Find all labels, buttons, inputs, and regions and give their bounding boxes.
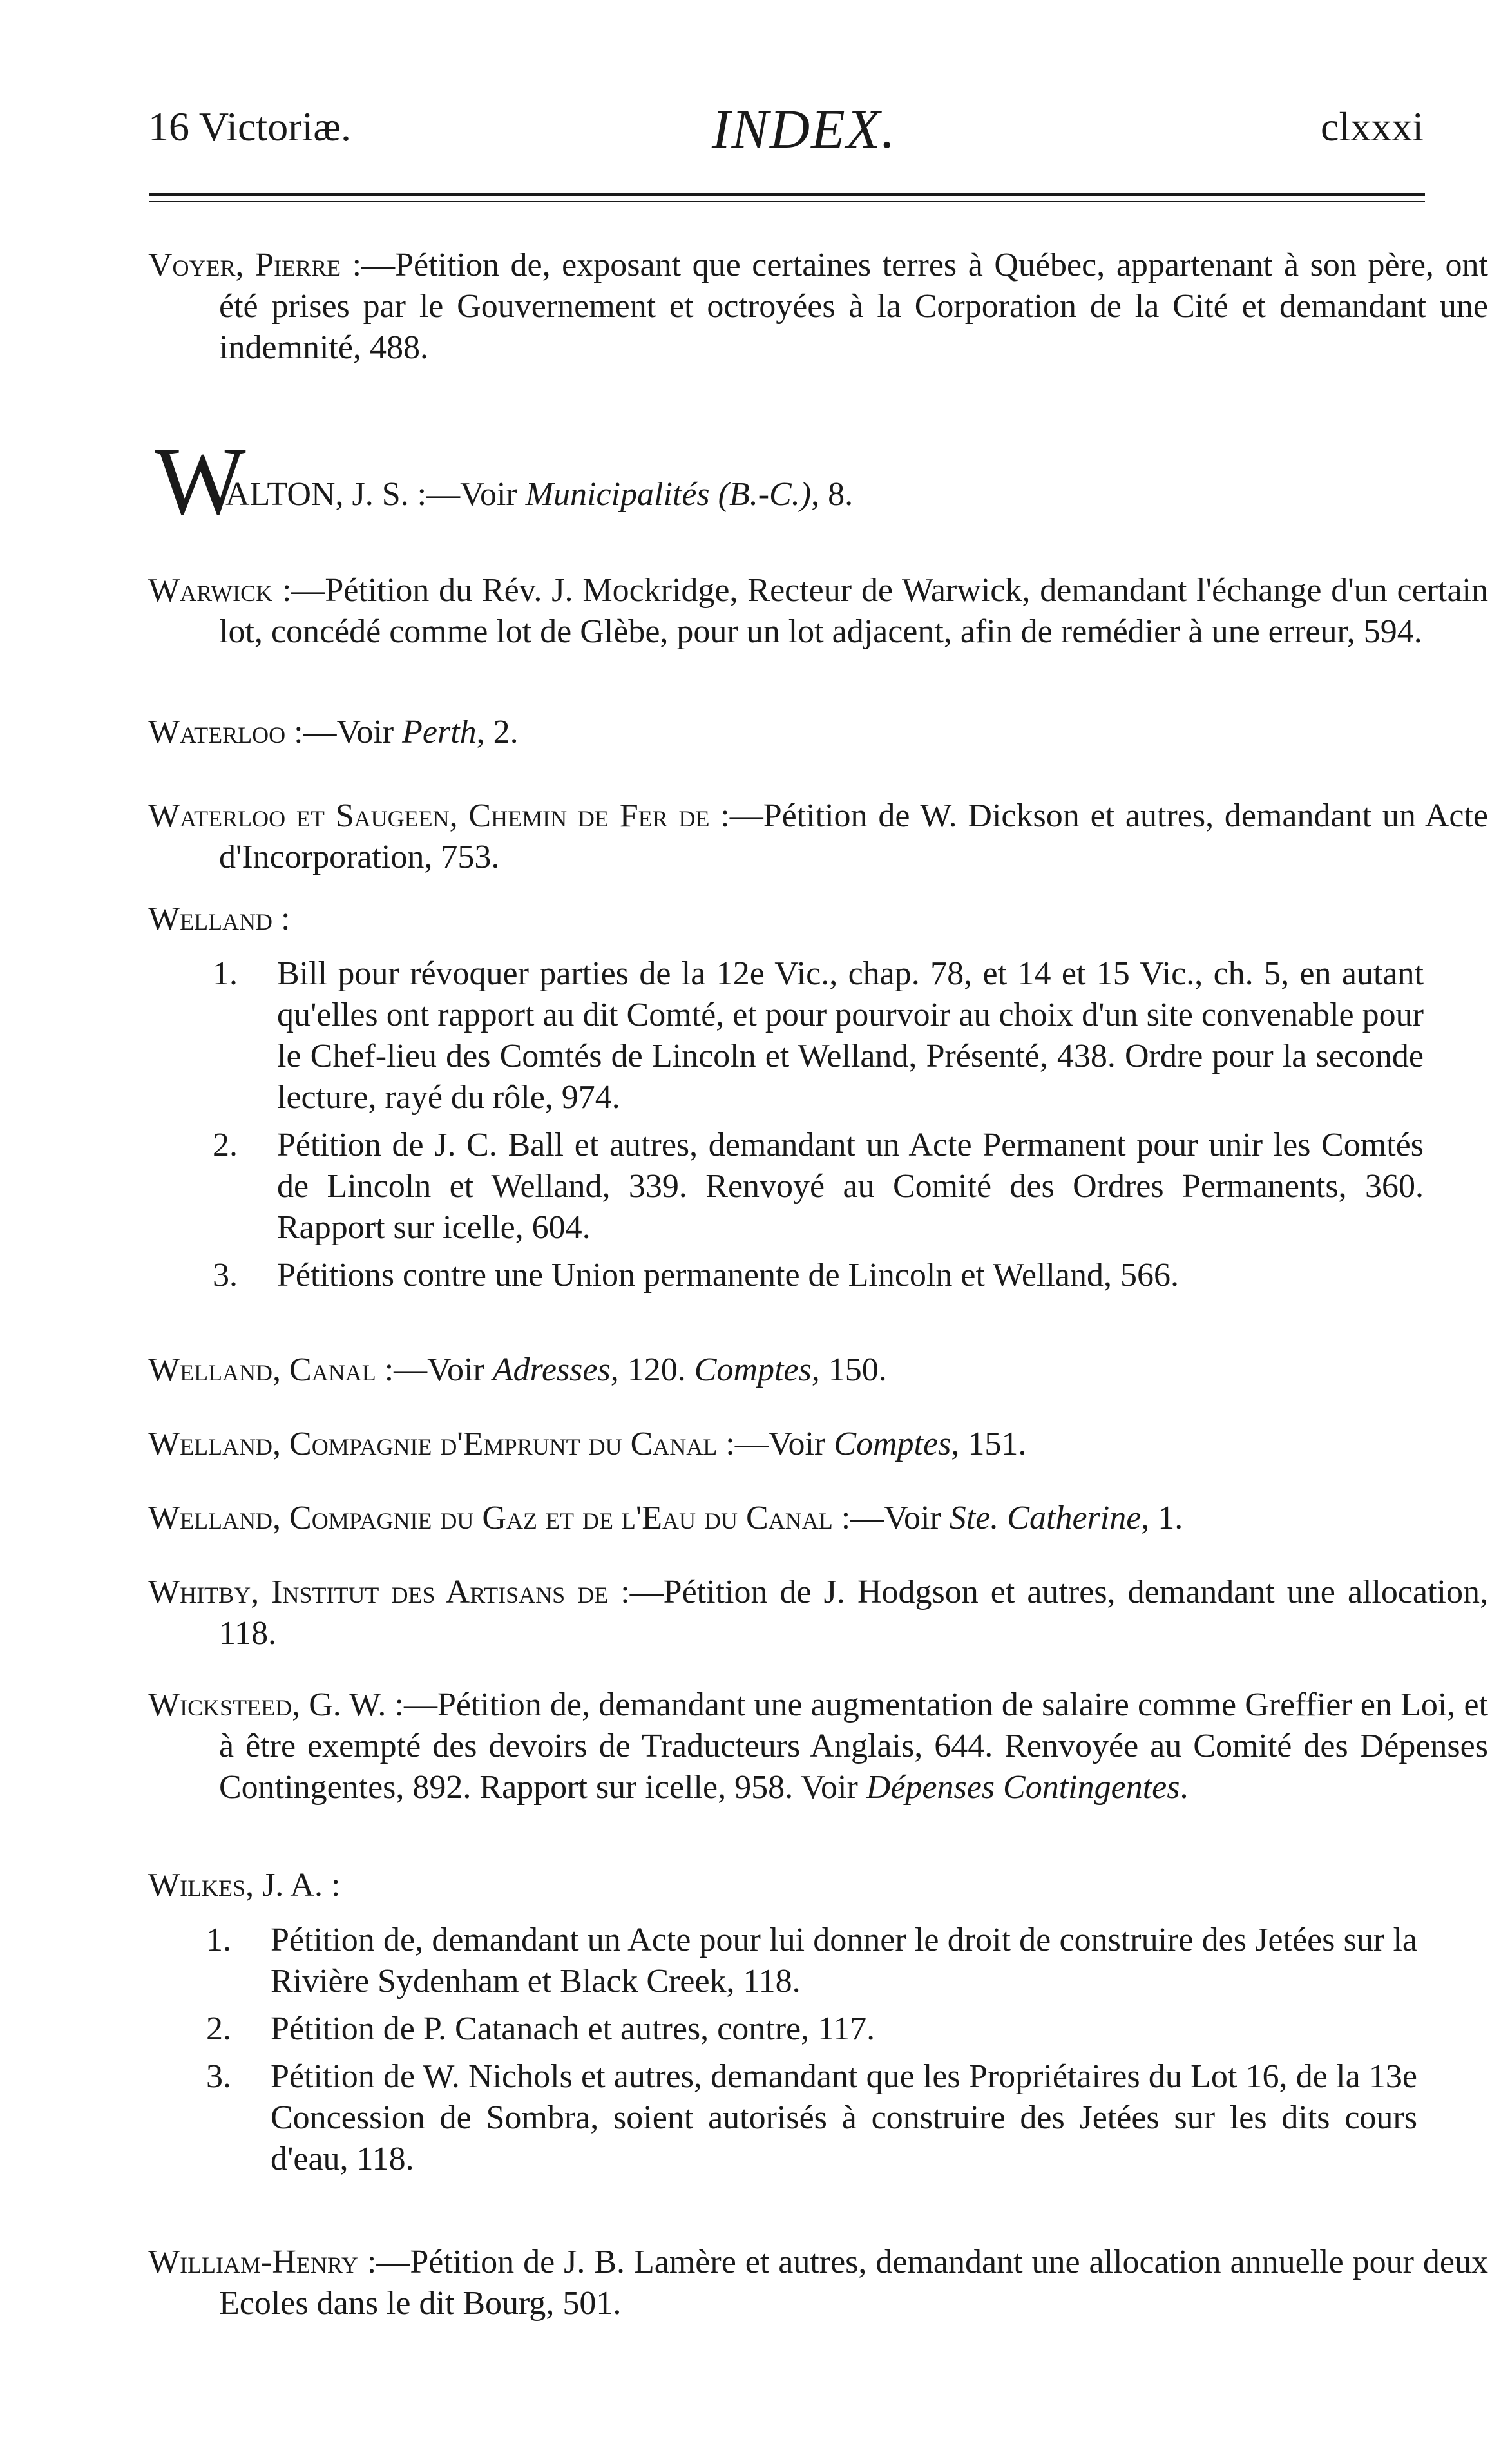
entry-reference: Dépenses Contingentes bbox=[866, 1769, 1180, 1806]
entry-text: :—Voir bbox=[832, 1500, 950, 1536]
entry-text: :—Voir bbox=[408, 476, 526, 513]
index-entry-walton bbox=[225, 474, 1417, 515]
entry-heading: Waterloo et Saugeen, Chemin de Fer de bbox=[148, 797, 710, 834]
entry-heading: William-Henry bbox=[148, 2244, 358, 2280]
item-text: Pétition de J. C. Ball et autres, demandant un Acte Permanent pour unir les Comtés de Lincoln et Welland, 339. Renvoyé au Comité des Ordres Permanents, 360. Rapport sur icelle, 604. bbox=[277, 1127, 1424, 1246]
entry-heading: Wilkes, J. A. bbox=[148, 1867, 323, 1904]
list-item bbox=[213, 1125, 1424, 1248]
entry-text-end: , 151. bbox=[951, 1426, 1027, 1462]
entry-heading: Welland, Compagnie du Gaz et de l'Eau du Canal bbox=[148, 1500, 833, 1536]
index-entry-welland-emprunt bbox=[148, 1424, 1488, 1465]
entry-text: :—Pétition du Rév. J. Mockridge, Recteur de Warwick, demandant l'échange d'un certain lot, concédé comme lot de Glèbe, pour un lot adjacent, afin de remédier à une erreur, 594. bbox=[219, 572, 1488, 650]
entry-text: :—Pétition de J. Hodgson et autres, demandant une allocation, 118. bbox=[219, 1574, 1488, 1652]
entry-text: :—Pétition de W. Dickson et autres, demandant un Acte d'Incorporation, 753. bbox=[219, 797, 1488, 875]
item-text: Pétition de P. Catanach et autres, contre, 117. bbox=[271, 2010, 875, 2047]
index-entry-voyer bbox=[148, 245, 1488, 368]
index-entry-welland-gaz bbox=[148, 1498, 1488, 1539]
header-rule-thin bbox=[149, 201, 1425, 202]
entry-text: : bbox=[323, 1867, 341, 1904]
index-entry-wicksteed bbox=[148, 1685, 1488, 1808]
index-entry-welland bbox=[148, 899, 1488, 940]
entry-reference: Municipalités (B.-C.) bbox=[525, 476, 812, 513]
entry-heading: Voyer, Pierre bbox=[148, 247, 341, 283]
list-item bbox=[206, 1920, 1417, 2002]
page-title: INDEX. bbox=[712, 98, 897, 160]
item-text: Pétition de, demandant un Acte pour lui donner le droit de construire des Jetées sur la Rivière Sydenham et Black Creek, 118. bbox=[271, 1922, 1417, 2000]
entry-text-end: , 2. bbox=[476, 714, 519, 750]
entry-text: :—Voir bbox=[717, 1426, 834, 1462]
entry-heading: Welland, Canal bbox=[148, 1351, 376, 1388]
entry-heading: Waterloo bbox=[148, 714, 286, 750]
entry-text: :—Voir bbox=[376, 1351, 493, 1388]
entry-reference: Ste. Catherine bbox=[949, 1500, 1142, 1536]
item-text: Pétitions contre une Union permanente de Lincoln et Welland, 566. bbox=[277, 1257, 1179, 1294]
entry-heading: Welland bbox=[148, 901, 273, 937]
entry-text-end: , 8. bbox=[811, 476, 854, 513]
entry-reference: Comptes bbox=[834, 1426, 951, 1462]
item-number: 2. bbox=[213, 1127, 238, 1163]
entry-text: : bbox=[272, 901, 291, 937]
item-number: 1. bbox=[213, 955, 238, 992]
entry-text-end: . bbox=[1180, 1769, 1189, 1806]
entry-text: :—Pétition de J. B. Lamère et autres, demandant une allocation annuelle pour deux Ecoles dans le dit Bourg, 501. bbox=[219, 2244, 1488, 2322]
entry-text: :—Voir bbox=[285, 714, 403, 750]
list-item bbox=[213, 953, 1424, 1118]
index-entry-whitby bbox=[148, 1572, 1488, 1654]
entry-heading: Wicksteed, G. W. bbox=[148, 1686, 387, 1723]
page-number: clxxxi bbox=[1321, 104, 1424, 149]
list-item bbox=[206, 2009, 1417, 2050]
entry-heading: Whitby, Institut des Artisans de bbox=[148, 1574, 609, 1610]
volume-label: 16 Victoriæ. bbox=[148, 104, 351, 149]
drop-initial: W bbox=[155, 428, 246, 535]
item-number: 1. bbox=[206, 1922, 231, 1958]
welland-subentries bbox=[213, 953, 1424, 1303]
index-entry-welland-canal bbox=[148, 1350, 1488, 1391]
entry-text: , 120. bbox=[610, 1351, 694, 1388]
entry-reference: Comptes bbox=[694, 1351, 812, 1388]
item-number: 3. bbox=[213, 1257, 238, 1294]
list-item bbox=[213, 1255, 1424, 1296]
entry-reference: Adresses bbox=[492, 1351, 611, 1388]
entry-reference: Perth bbox=[402, 714, 477, 750]
index-entry-warwick bbox=[148, 570, 1488, 653]
running-header bbox=[148, 97, 1424, 174]
item-number: 3. bbox=[206, 2058, 231, 2095]
entry-heading: Warwick bbox=[148, 572, 273, 609]
entry-heading: ALTON, J. S. bbox=[225, 476, 409, 513]
index-entry-waterloo-saugeen bbox=[148, 796, 1488, 878]
item-text: Pétition de W. Nichols et autres, demandant que les Propriétaires du Lot 16, de la 13e Concession de Sombra, soient autorisés à construire des Jetées sur les dits cours d'eau, 118. bbox=[271, 2058, 1417, 2177]
entry-text: :—Pétition de, exposant que certaines terres à Québec, appartenant à son père, ont été prises par le Gouvernement et octroyées à la Corporation de la Cité et demandant une indemnité, 488. bbox=[219, 247, 1488, 366]
index-entry-waterloo bbox=[148, 712, 1488, 753]
header-rule-thick bbox=[149, 193, 1425, 196]
index-entry-wilkes bbox=[148, 1865, 1488, 1906]
item-text: Bill pour révoquer parties de la 12e Vic., chap. 78, et 14 et 15 Vic., ch. 5, en autant qu'elles ont rapport au dit Comté, et pour pourvoir au choix d'un site convenable pour le Chef-lieu des Comtés de Lincoln et Welland, Présenté, 438. Ordre pour la seconde lecture, rayé du rôle, 974. bbox=[277, 955, 1424, 1116]
list-item bbox=[206, 2056, 1417, 2180]
index-entry-william-henry bbox=[148, 2242, 1488, 2324]
wilkes-subentries bbox=[206, 1920, 1417, 2186]
entry-text-end: , 1. bbox=[1141, 1500, 1183, 1536]
item-number: 2. bbox=[206, 2010, 231, 2047]
entry-heading: Welland, Compagnie d'Emprunt du Canal bbox=[148, 1426, 718, 1462]
entry-text: :—Pétition de, demandant une augmentation de salaire comme Greffier en Loi, et à être exempté des devoirs de Traducteurs Anglais, 644. Renvoyée au Comité des Dépenses Contingentes, 892. Rapport sur icelle, 958. Voir bbox=[219, 1686, 1488, 1806]
entry-text-end: , 150. bbox=[811, 1351, 887, 1388]
